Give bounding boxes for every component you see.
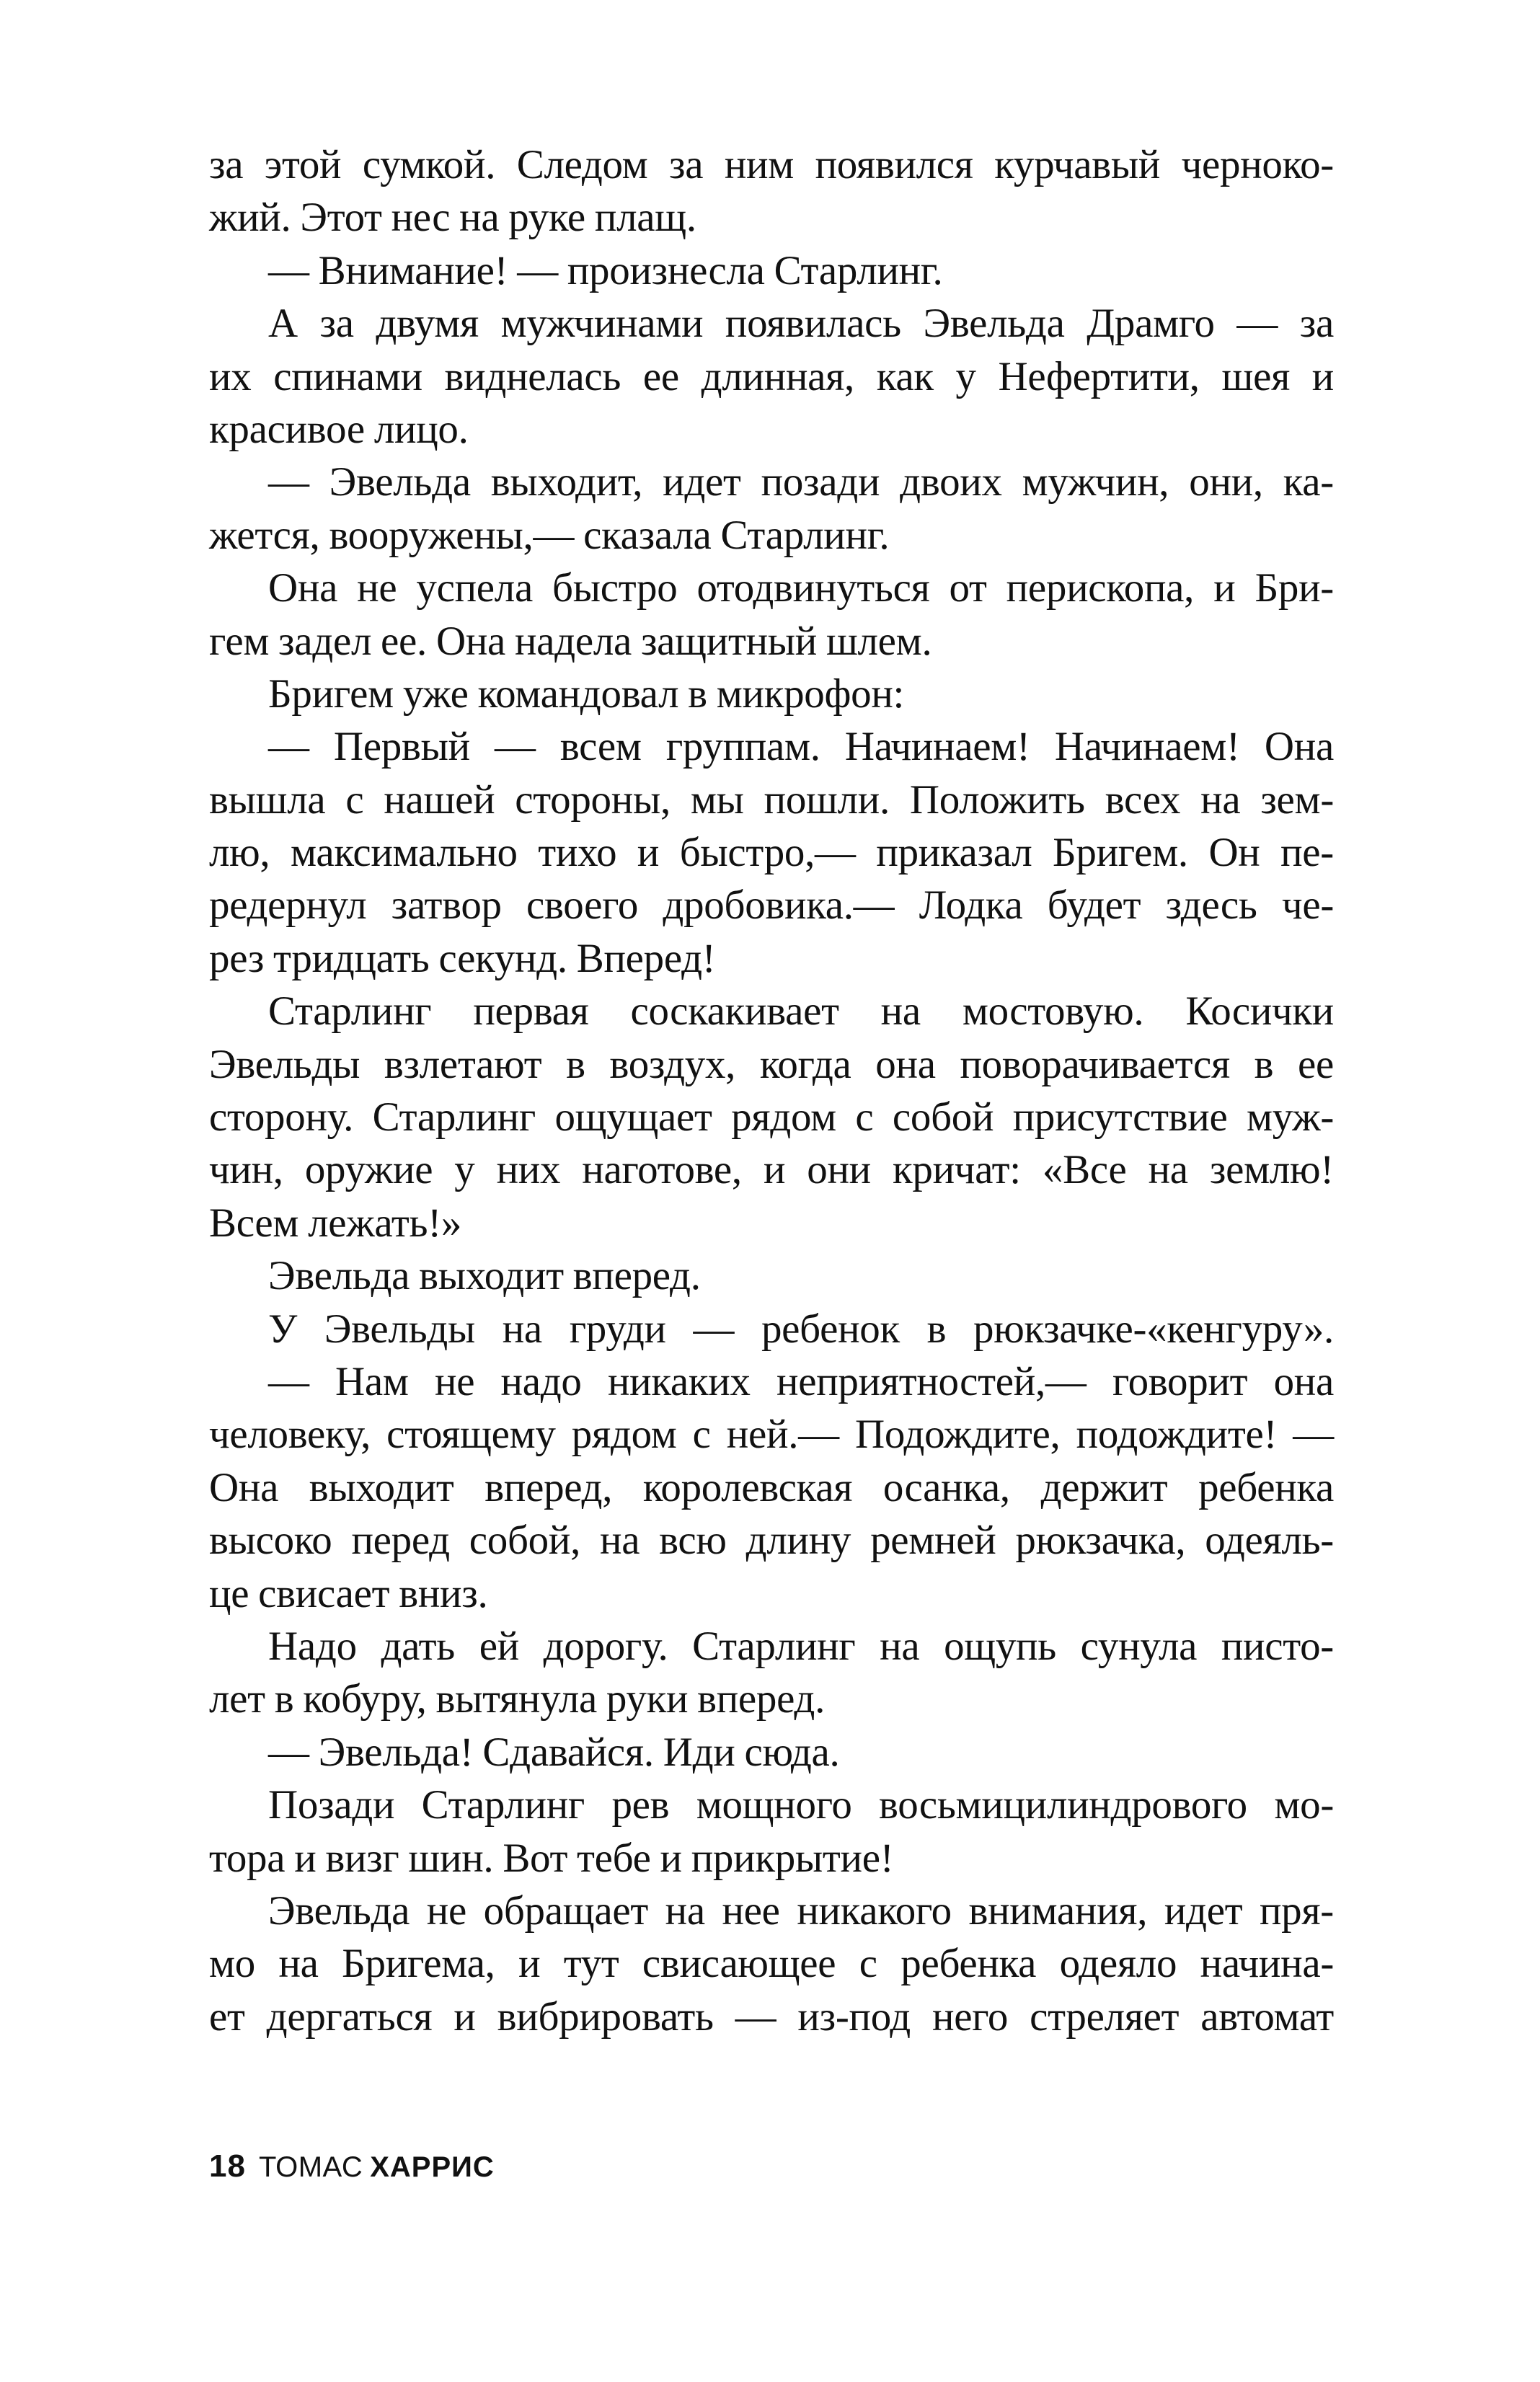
body-text <box>209 138 1334 2043</box>
author-first-name: ТОМАС <box>258 2151 363 2183</box>
text-line: — Внимание! — произнесла Старлинг. <box>268 247 943 293</box>
text-line: — Нам не надо никаких неприятностей,— говорит она <box>268 1358 1334 1404</box>
text-line: це свисает вниз. <box>209 1570 488 1616</box>
text-line: их спинами виднелась ее длинная, как у Нефертити, шея и <box>209 353 1334 399</box>
text-line: жется, вооружены,— сказала Старлинг. <box>209 512 890 558</box>
text-line: мо на Бригема, и тут свисающее с ребенка одеяло начина- <box>209 1941 1334 1987</box>
text-line: жий. Этот нес на руке плащ. <box>209 195 696 241</box>
text-line: вышла с нашей стороны, мы пошли. Положить всех на зем- <box>209 776 1334 823</box>
page-number: 18 <box>209 2148 246 2184</box>
text-line: сторону. Старлинг ощущает рядом с собой присутствие муж- <box>209 1094 1334 1141</box>
text-line: красивое лицо. <box>209 406 469 452</box>
text-line: лет в кобуру, вытянула руки вперед. <box>209 1676 826 1722</box>
running-footer <box>209 2148 495 2192</box>
text-line: за этой сумкой. Следом за ним появился курчавый черноко- <box>209 142 1334 187</box>
text-line: Эвельды взлетают в воздух, когда она поворачивается в ее <box>209 1041 1334 1087</box>
text-line: У Эвельды на груди — ребенок в рюкзачке-«кенгуру». <box>268 1306 1334 1352</box>
text-line: А за двумя мужчинами появилась Эвельда Драмго — за <box>268 301 1334 347</box>
text-line: ет дергаться и вибрировать — из-под него стреляет автомат <box>209 1993 1334 2040</box>
text-line: лю, максимально тихо и быстро,— приказал Бригем. Он пе- <box>209 830 1334 876</box>
text-line: Эвельда не обращает на нее никакого внимания, идет пря- <box>268 1887 1334 1934</box>
text-line: — Эвельда! Сдавайся. Иди сюда. <box>268 1729 840 1775</box>
text-line: высоко перед собой, на всю длину ремней рюкзачка, одеяль- <box>209 1518 1334 1564</box>
text-line: Бригем уже командовал в микрофон: <box>268 670 905 717</box>
text-line: Всем лежать!» <box>209 1200 462 1246</box>
text-line: чин, оружие у них наготове, и они кричат: «Все на землю! <box>209 1147 1334 1193</box>
text-line: Она не успела быстро отодвинуться от перископа, и Бри- <box>268 565 1334 611</box>
text-line: Позади Старлинг рев мощного восьмицилиндрового мо- <box>268 1782 1334 1828</box>
text-line: рез тридцать секунд. Вперед! <box>209 935 716 981</box>
text-line: Эвельда выходит вперед. <box>268 1253 701 1299</box>
text-line: редернул затвор своего дробовика.— Лодка будет здесь че- <box>209 882 1334 929</box>
text-line: гем задел ее. Она надела защитный шлем. <box>209 618 932 664</box>
text-line: Надо дать ей дорогу. Старлинг на ощупь сунула писто- <box>268 1623 1334 1669</box>
text-line: — Первый — всем группам. Начинаем! Начинаем! Она <box>268 724 1334 770</box>
text-line: — Эвельда выходит, идет позади двоих мужчин, они, ка- <box>268 459 1334 505</box>
author-last-name: ХАРРИС <box>370 2151 495 2183</box>
text-line: человеку, стоящему рядом с ней.— Подождите, подождите! — <box>209 1412 1334 1458</box>
text-line: Она выходит вперед, королевская осанка, держит ребенка <box>209 1464 1334 1510</box>
text-line: Старлинг первая соскакивает на мостовую. Косички <box>268 988 1334 1035</box>
text-line: тора и визг шин. Вот тебе и прикрытие! <box>209 1835 894 1881</box>
